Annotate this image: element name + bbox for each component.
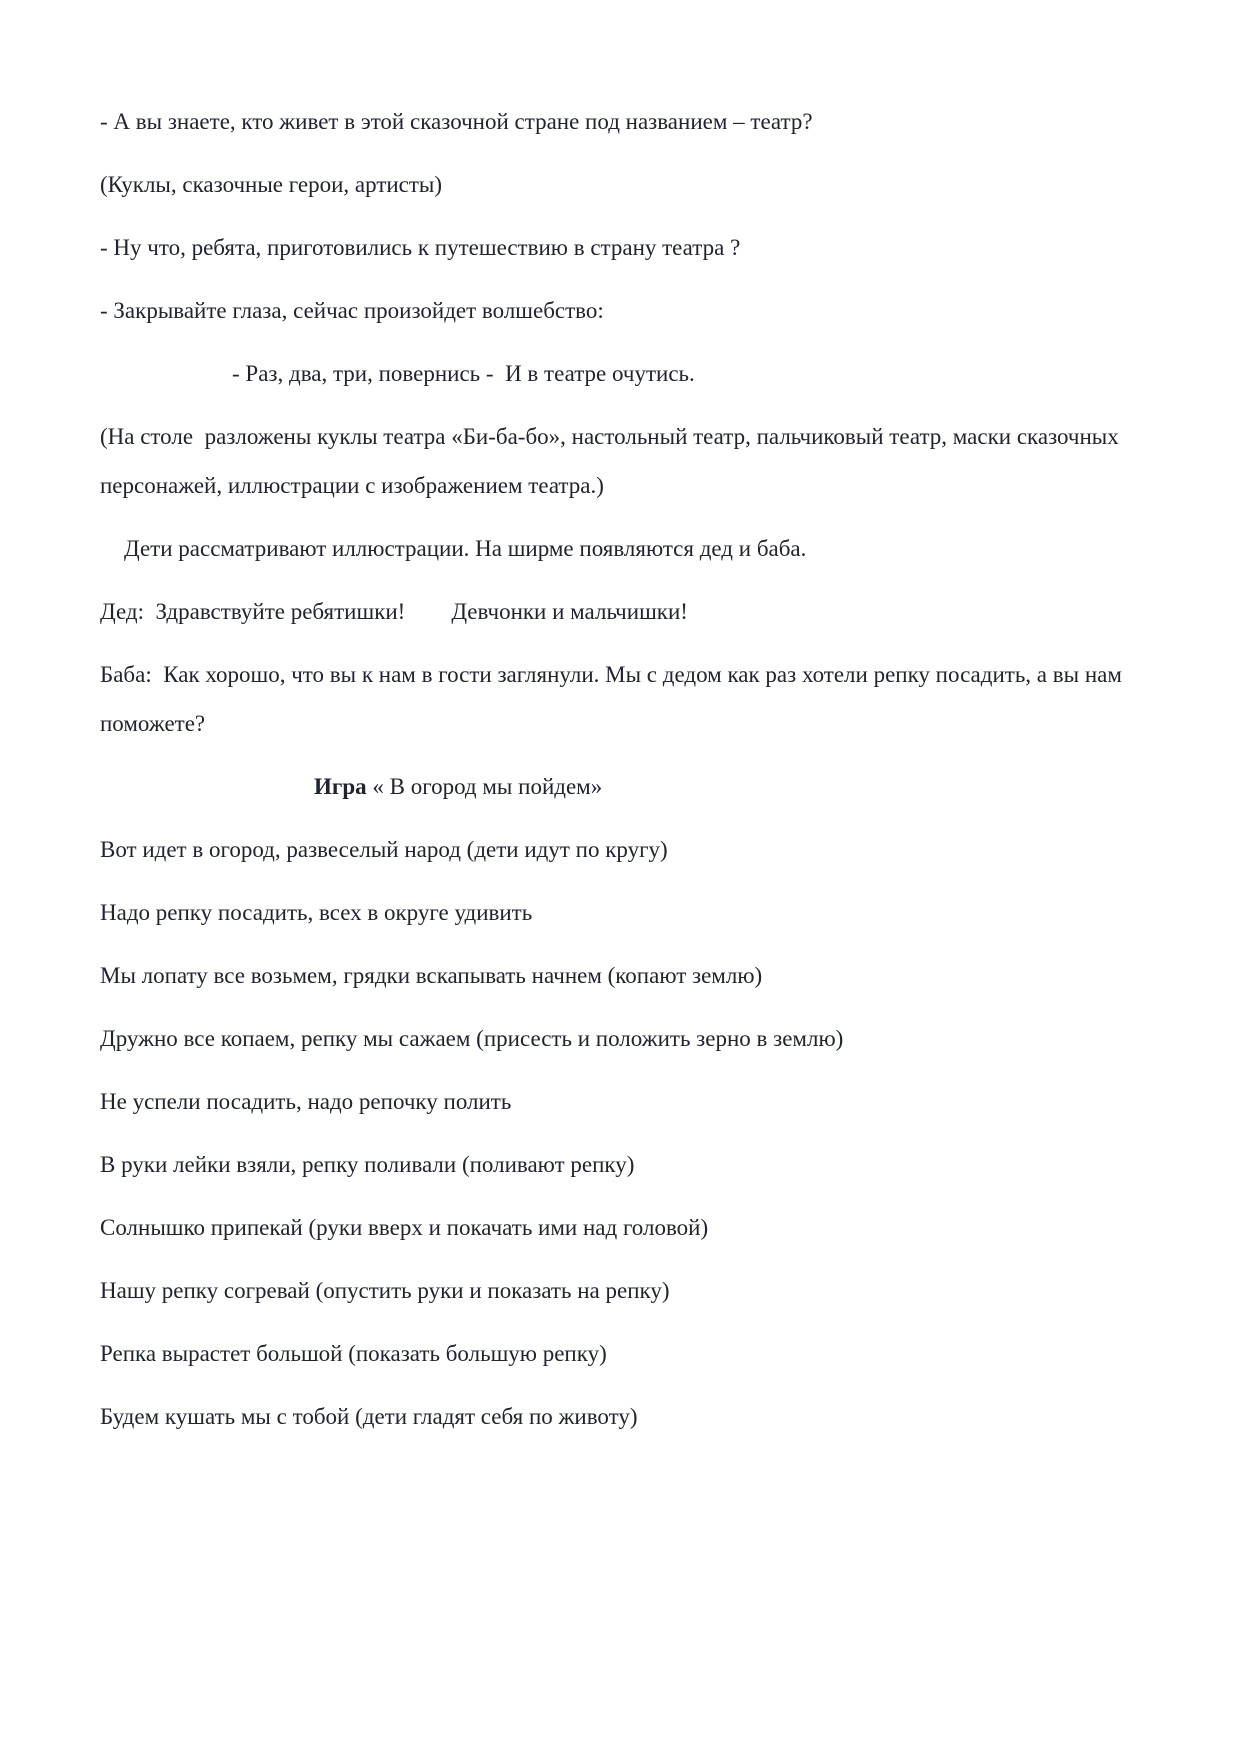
game-title	[100, 762, 1134, 811]
game-verse-line: В руки лейки взяли, репку поливали (поливают репку)	[100, 1152, 635, 1177]
game-verse-line: Репка вырастет большой (показать большую репку)	[100, 1341, 607, 1366]
dialogue-line-ded: Дед: Здравствуйте ребятишки! Девчонки и мальчишки!	[100, 599, 688, 624]
game-verse-line: Надо репку посадить, всех в округе удивить	[100, 900, 533, 925]
game-verse-line: Нашу репку согревай (опустить руки и показать на репку)	[100, 1278, 670, 1303]
game-title-label: Игра	[314, 774, 367, 799]
stage-direction: (На столе разложены куклы театра «Би-ба-бо», настольный театр, пальчиковый театр, маски сказочных персонажей, иллюстрации с изображением театра.)	[100, 424, 1125, 498]
stage-direction: Дети рассматривают иллюстрации. На ширме появляются дед и баба.	[124, 536, 807, 561]
game-verse-line: Не успели посадить, надо репочку полить	[100, 1089, 512, 1114]
game-verse-line: Будем кушать мы с тобой (дети гладят себя по животу)	[100, 1404, 638, 1429]
game-verse-line: Мы лопату все возьмем, грядки вскапывать начнем (копают землю)	[100, 963, 763, 988]
dialogue-line: - А вы знаете, кто живет в этой сказочной стране под названием – театр?	[100, 109, 813, 134]
dialogue-line: - Закрывайте глаза, сейчас произойдет волшебство:	[100, 298, 604, 323]
chant-line: - Раз, два, три, повернись - И в театре очутись.	[232, 361, 695, 386]
game-verse-line: Вот идет в огород, развеселый народ (дети идут по кругу)	[100, 837, 668, 862]
dialogue-line: - Ну что, ребята, приготовились к путешествию в страну театра ?	[100, 235, 741, 260]
game-title-name: « В огород мы пойдем»	[366, 774, 603, 799]
dialogue-line-baba: Баба: Как хорошо, что вы к нам в гости заглянули. Мы с дедом как раз хотели репку посадить, а вы нам поможете?	[100, 662, 1128, 736]
stage-direction: (Куклы, сказочные герои, артисты)	[100, 172, 443, 197]
game-verse-line: Дружно все копаем, репку мы сажаем (присесть и положить зерно в землю)	[100, 1026, 844, 1051]
game-verse-line: Солнышко припекай (руки вверх и покачать ими над головой)	[100, 1215, 709, 1240]
